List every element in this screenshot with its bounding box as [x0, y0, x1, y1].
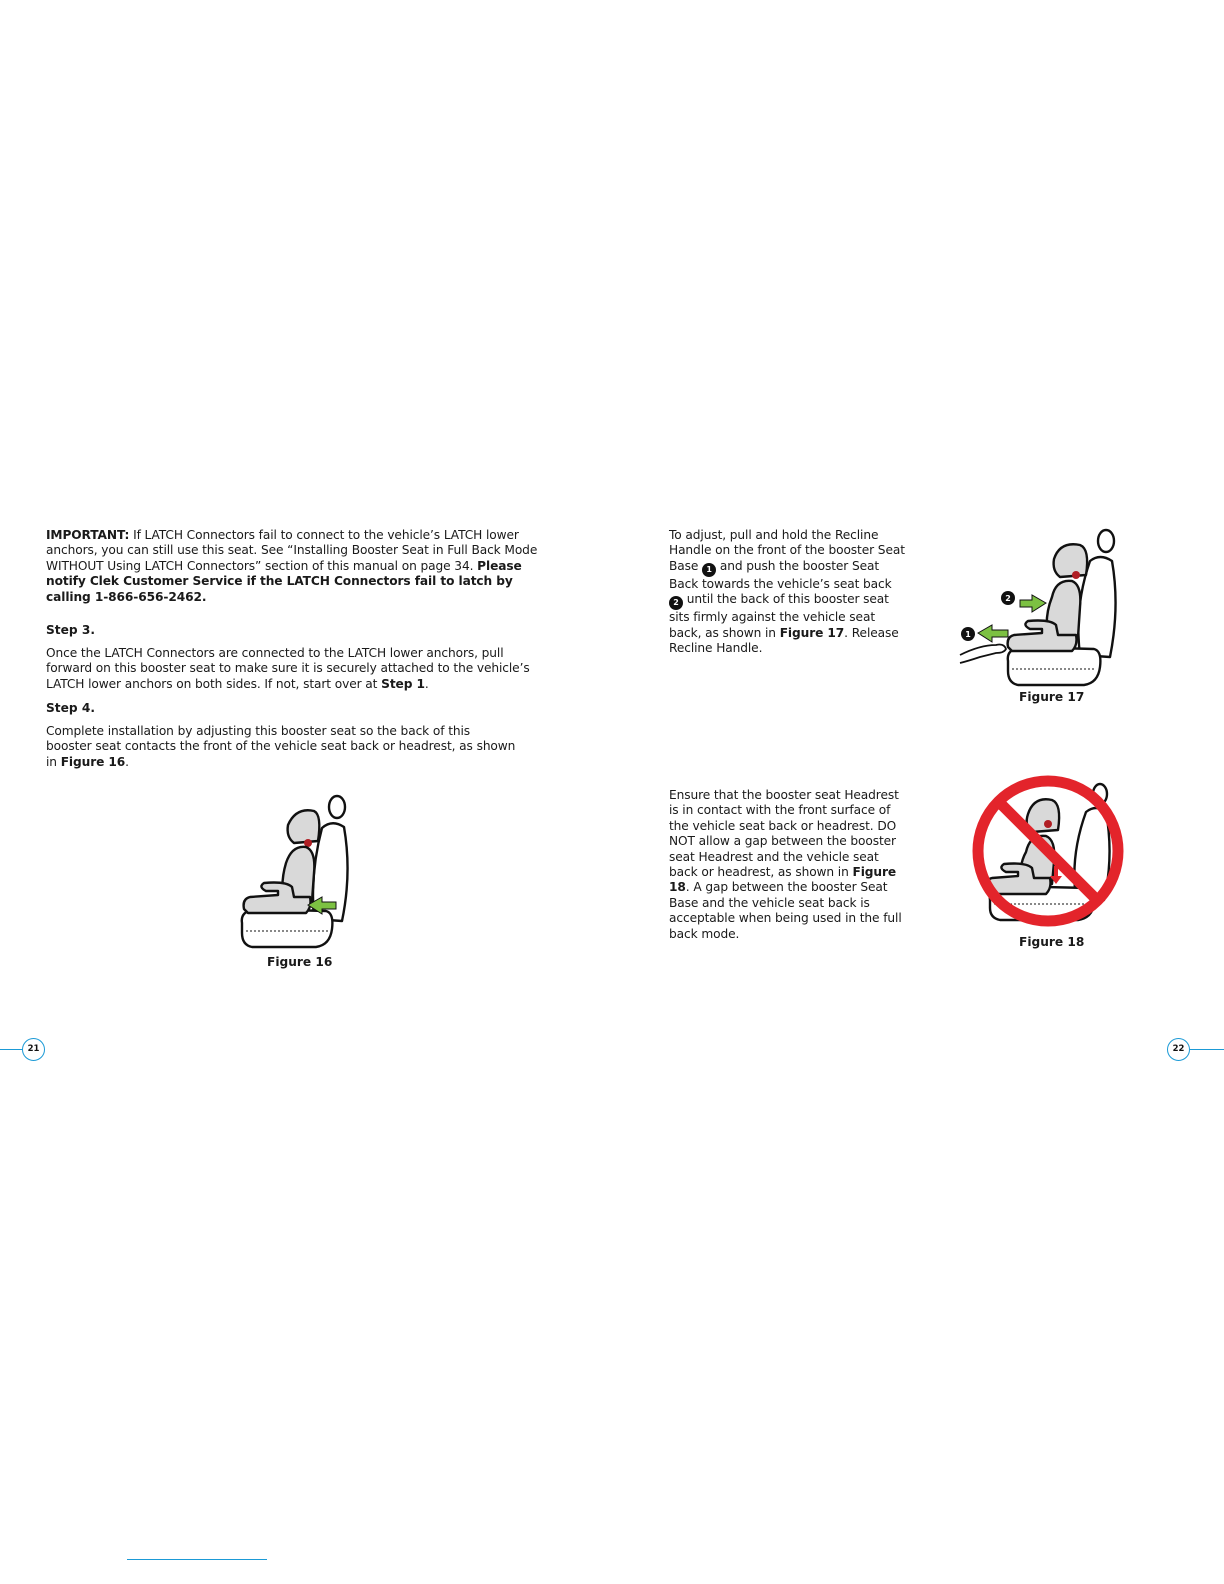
figure-17-ref: Figure 17 [779, 625, 845, 640]
page-number-21: 21 [22, 1038, 45, 1061]
step-4-end: . [125, 754, 129, 769]
figure-18-ref: Figure 18 [669, 865, 897, 895]
figure-16-ref: Figure 16 [60, 754, 126, 769]
step-1-ref: Step 1 [381, 676, 425, 691]
recline-text-2: and push the booster Seat Back towards the vehicle’s seat back [669, 558, 892, 591]
headrest-text-1: Ensure that the booster seat Headrest is in contact with the front surface of the vehicle seat back or headrest. DO NOT allow a gap between the booster seat Headrest and the vehicle seat back or headrest, as shown in [669, 788, 899, 880]
recline-text-4: . Release Recline Handle. [669, 625, 899, 656]
step-4-text [46, 724, 516, 770]
headrest-instructions [669, 788, 909, 942]
headrest-text-2: . A gap between the booster Seat Base and the vehicle seat back is acceptable when being used in the full back mode. [669, 880, 902, 941]
step-4-body: Complete installation by adjusting this booster seat so the back of this booster seat contacts the front of the vehicle seat back or headrest, as shown in [46, 724, 516, 769]
step-3-heading: Step 3. [46, 623, 95, 637]
figure-18-illustration [970, 772, 1128, 930]
figure-18-caption: Figure 18 [1019, 935, 1085, 949]
hand-icon [960, 645, 1006, 664]
booster-seat-illustration [242, 796, 348, 947]
step-marker-2: 2 [669, 596, 683, 610]
page-number-rule-left [0, 1049, 24, 1050]
page-number-22: 22 [1167, 1038, 1190, 1061]
figure-17-illustration [960, 527, 1122, 689]
footer-rule [127, 1559, 267, 1560]
step-3-text [46, 646, 546, 692]
recline-text-3: until the back of this booster seat sits firmly against the vehicle seat back, as shown in [669, 592, 889, 640]
important-note [46, 528, 546, 605]
important-label: IMPORTANT: [46, 528, 130, 542]
step-3-end: . [424, 676, 429, 691]
step-marker-1: 1 [702, 563, 716, 577]
recline-text-1: To adjust, pull and hold the Recline Handle on the front of the booster Seat Base [669, 528, 905, 573]
step-3-body: Once the LATCH Connectors are connected to the LATCH lower anchors, pull forward on this booster seat to make sure it is securely attached to the vehicle’s LATCH lower anchors on both sides. If not, start over at [46, 646, 530, 691]
figure-17-caption: Figure 17 [1019, 690, 1085, 704]
figure-16-illustration [236, 793, 366, 953]
recline-instructions [669, 528, 909, 656]
step-4-heading: Step 4. [46, 701, 95, 715]
important-bold-text: Please notify Clek Customer Service if the LATCH Connectors fail to latch by calling 1-866-656-2462. [46, 558, 522, 604]
figure-17-marker-2: 2 [1005, 594, 1011, 603]
figure-17-marker-1: 1 [965, 630, 971, 639]
important-text: If LATCH Connectors fail to connect to the vehicle’s LATCH lower anchors, you can still use this seat. See “Installing Booster Seat in Full Back Mode WITHOUT Using LATCH Connectors” section of this manual on page 34. [46, 528, 538, 573]
page-number-rule-right [1190, 1049, 1224, 1050]
figure-16-caption: Figure 16 [267, 955, 333, 969]
